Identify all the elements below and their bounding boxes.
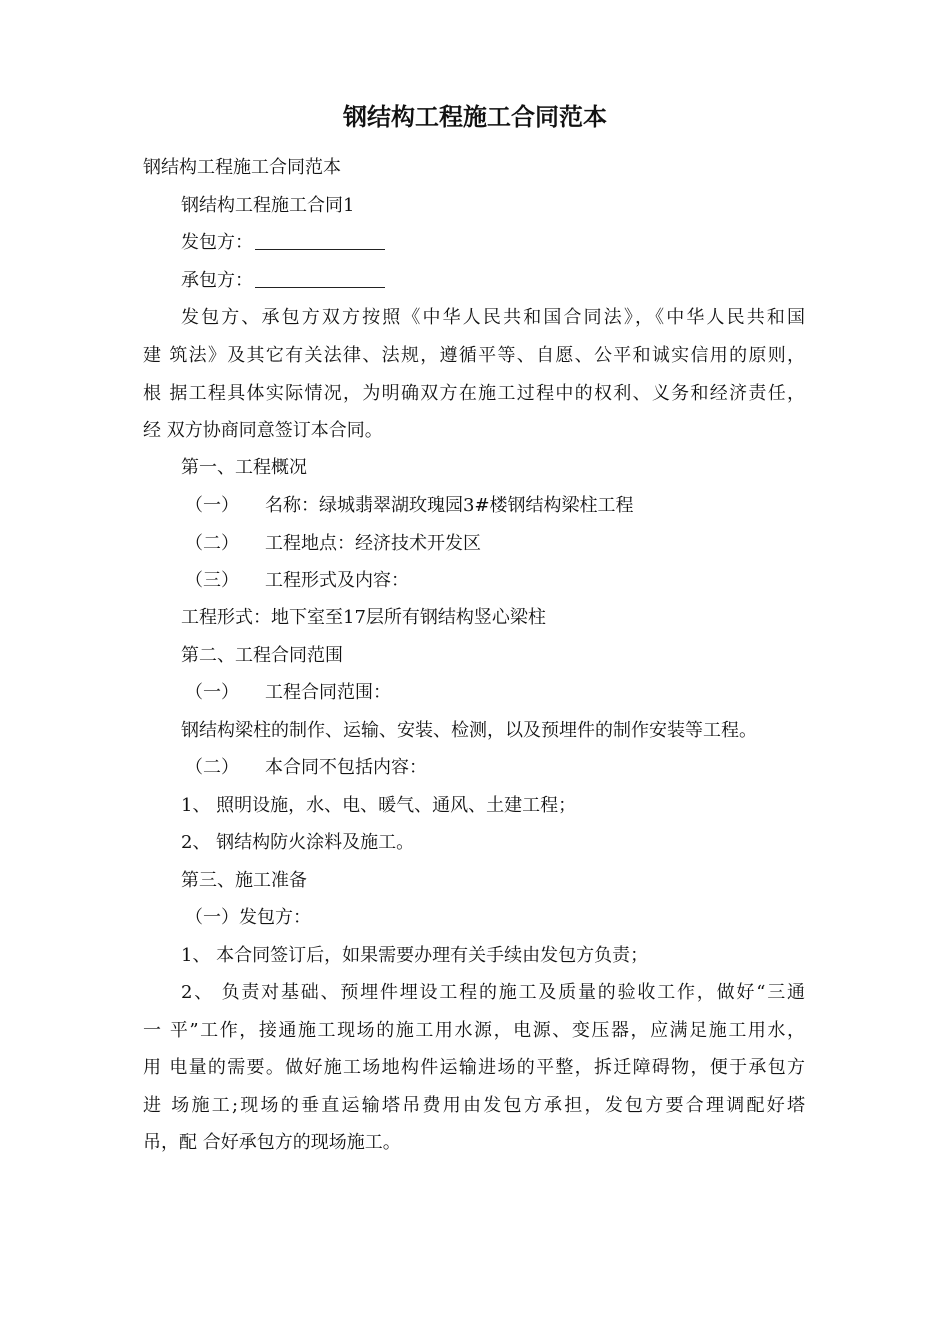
section3-heading: 第三、施工准备 bbox=[181, 870, 307, 891]
section3-sub-heading: （一）发包方： bbox=[185, 907, 311, 928]
preamble-line: 发包方、承包方双方按照《中华人民共和国合同法》，《中华人民共和国 bbox=[181, 307, 805, 328]
preamble-line: 根 据工程具体实际情况，为明确双方在施工过程中的权利、义务和经济责任， bbox=[143, 383, 805, 404]
section1-item: （三） 工程形式及内容： bbox=[185, 570, 409, 591]
section2-item: （二） 本合同不包括内容： bbox=[185, 757, 427, 778]
document-title: 钢结构工程施工合同范本 bbox=[343, 103, 607, 131]
party-b-label: 承包方： bbox=[181, 270, 253, 291]
contract-name: 钢结构工程施工合同1 bbox=[181, 195, 355, 216]
section3-paragraph-line: 用 电量的需要。做好施工场地构件运输进场的平整，拆迁障碍物，便于承包方 bbox=[143, 1057, 805, 1078]
party-a-label: 发包方： bbox=[181, 232, 253, 253]
section2-item: （一） 工程合同范围： bbox=[185, 682, 391, 703]
party-a-blank bbox=[255, 231, 385, 250]
preamble-line: 经 双方协商同意签订本合同。 bbox=[143, 420, 383, 441]
exclusion-item: 1、 照明设施，水、电、暖气、通风、土建工程； bbox=[181, 795, 577, 816]
preamble-line: 建 筑法》及其它有关法律、法规，遵循平等、自愿、公平和诚实信用的原则， bbox=[143, 345, 805, 366]
party-b-blank bbox=[255, 269, 385, 288]
exclusion-item: 2、 钢结构防火涂料及施工。 bbox=[181, 832, 415, 853]
engineering-form: 工程形式：地下室至17层所有钢结构竖心梁柱 bbox=[181, 607, 546, 628]
section1-heading: 第一、工程概况 bbox=[181, 457, 307, 478]
section3-paragraph-line: 2、 负责对基础、预埋件埋设工程的施工及质量的验收工作，做好“三通 bbox=[181, 982, 805, 1003]
section3-paragraph: 1、 本合同签订后，如果需要办理有关手续由发包方负责； bbox=[181, 945, 649, 966]
party-b-line bbox=[181, 268, 385, 294]
section2-heading: 第二、工程合同范围 bbox=[181, 645, 343, 666]
section3-paragraph-line: 吊，配 合好承包方的现场施工。 bbox=[143, 1132, 401, 1153]
party-a-line bbox=[181, 230, 385, 256]
section1-item: （二） 工程地点：经济技术开发区 bbox=[185, 533, 481, 554]
contract-scope: 钢结构梁柱的制作、运输、安装、检测，以及预埋件的制作安装等工程。 bbox=[181, 720, 757, 741]
document-subtitle: 钢结构工程施工合同范本 bbox=[143, 157, 341, 178]
section1-item: （一） 名称：绿城翡翠湖玫瑰园3#楼钢结构梁柱工程 bbox=[185, 495, 634, 516]
section3-paragraph-line: 一 平”工作，接通施工现场的施工用水源，电源、变压器，应满足施工用水， bbox=[143, 1020, 805, 1041]
section3-paragraph-line: 进 场施工;现场的垂直运输塔吊费用由发包方承担，发包方要合理调配好塔 bbox=[143, 1095, 805, 1116]
